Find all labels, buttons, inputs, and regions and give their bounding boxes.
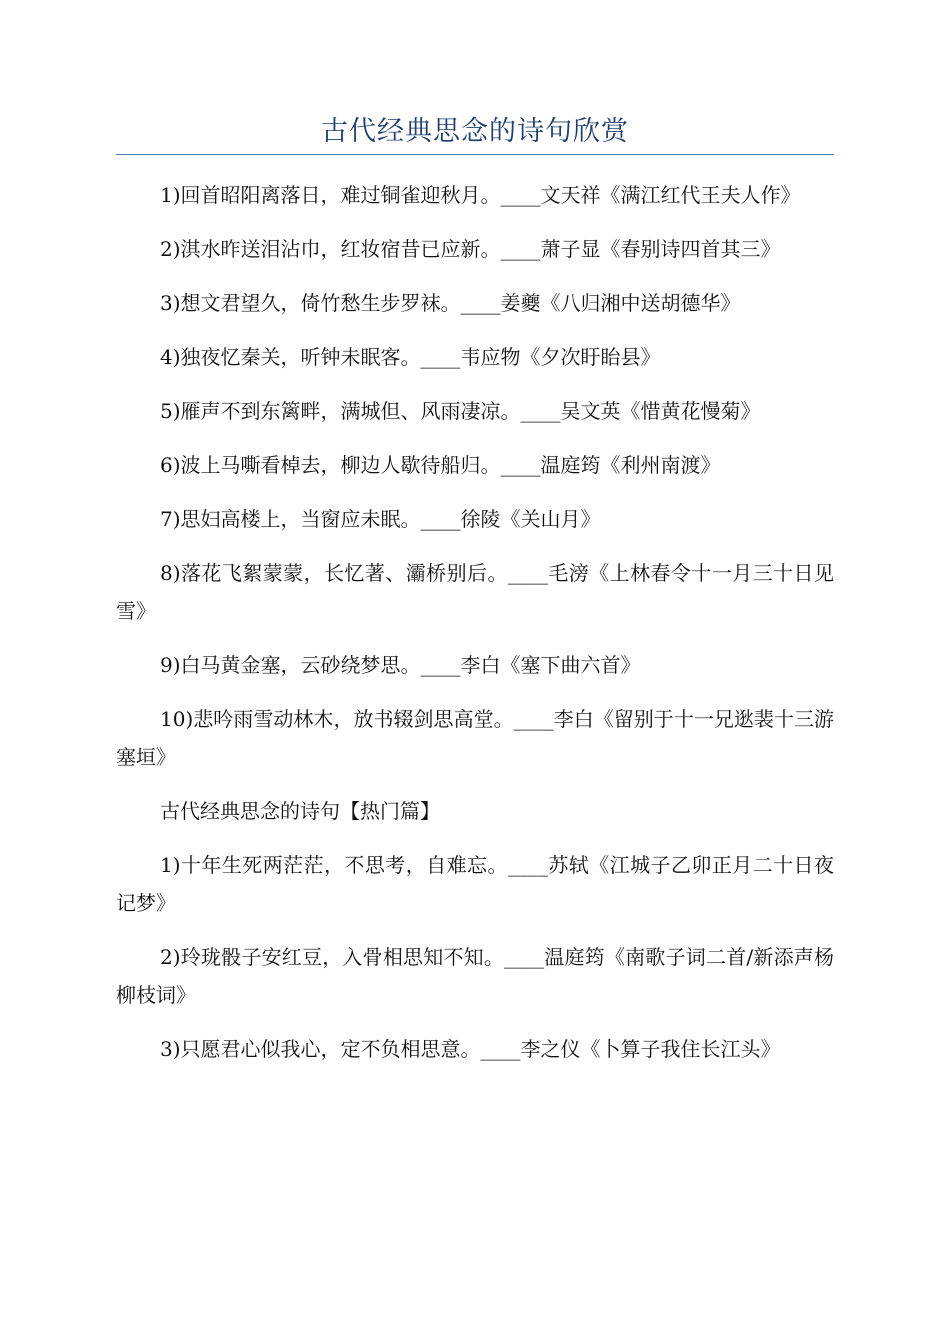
section-heading: 古代经典思念的诗句【热门篇】	[160, 799, 440, 823]
poem-line: 7)思妇高楼上，当窗应未眠。____徐陵《关山月》	[160, 507, 601, 531]
poem-line: 10)悲吟雨雪动林木，放书辍剑思高堂。____李白《留别于十一兄逖裴十三游塞垣》	[116, 707, 834, 769]
poem-line: 2)玲珑骰子安红豆，入骨相思知不知。____温庭筠《南歌子词二首/新添声杨柳枝词》	[116, 945, 834, 1007]
poem-line: 5)雁声不到东篱畔，满城但、风雨凄凉。____吴文英《惜黄花慢菊》	[160, 399, 761, 423]
poem-line: 3)想文君望久，倚竹愁生步罗袜。____姜夔《八归湘中送胡德华》	[160, 291, 741, 315]
poem-line: 2)淇水昨送泪沾巾，红妆宿昔已应新。____萧子显《春别诗四首其三》	[160, 237, 781, 261]
poem-line: 3)只愿君心似我心，定不负相思意。____李之仪《卜算子我住长江头》	[160, 1037, 781, 1061]
poem-line: 1)回首昭阳离落日，难过铜雀迎秋月。____文天祥《满江红代王夫人作》	[160, 183, 801, 207]
poem-line: 1)十年生死两茫茫，不思考，自难忘。____苏轼《江城子乙卯正月二十日夜记梦》	[116, 853, 834, 915]
poem-line: 9)白马黄金塞，云砂绕梦思。____李白《塞下曲六首》	[160, 653, 641, 677]
document-body	[116, 176, 834, 1084]
title-underline	[116, 154, 834, 155]
page-title: 古代经典思念的诗句欣赏	[321, 116, 629, 147]
poem-line: 8)落花飞絮蒙蒙，长忆著、灞桥别后。____毛滂《上林春令十一月三十日见雪》	[116, 561, 834, 623]
poem-line: 6)波上马嘶看棹去，柳边人歇待船归。____温庭筠《利州南渡》	[160, 453, 721, 477]
poem-line: 4)独夜忆秦关，听钟未眠客。____韦应物《夕次盱眙县》	[160, 345, 661, 369]
